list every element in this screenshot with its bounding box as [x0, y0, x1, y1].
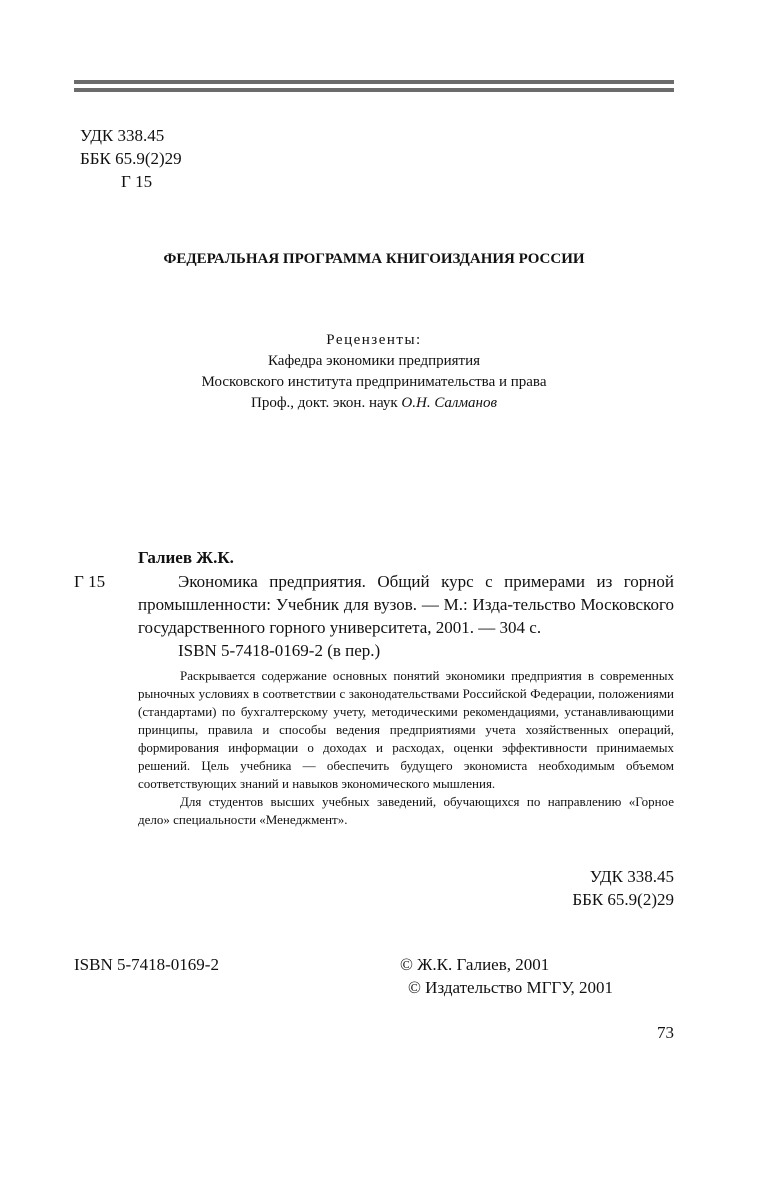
reviewer-title: Проф., докт. экон. наук	[251, 395, 402, 411]
abstract-paragraph-2: Для студентов высших учебных заведений, обучающихся по направлению «Горное дело» специальности «Менеджмент».	[138, 794, 674, 827]
header-author-mark: Г 15	[121, 172, 153, 191]
header-bbk: ББК 65.9(2)29	[80, 149, 182, 168]
entry-description-text: Экономика предприятия. Общий курс с примерами из горной промышленности: Учебник для вузов. — М.: Изда-тельство Московского государственного горного университета, 2001. — 304 с.	[138, 572, 674, 637]
copyright-author: © Ж.К. Галиев, 2001	[400, 955, 550, 974]
copyright-publisher: © Издательство МГГУ, 2001	[408, 978, 613, 997]
abstract-paragraph-1: Раскрывается содержание основных понятий экономики предприятия в современных рыночных условиях в соответствии с законодательствами Российской Федерации, положениями (стандартами) по бухгалтерскому учету, методическими рекомендациями, устанавливающими принципы, правила и способы ведения предприятиями учета хозяйственных операций, формирования информации о доходах и расходах, оценки эффективности принимаемых решений. Цель учебника — обеспечить будущего экономиста необходимым объемом соответствующих знаний и навыков экономического мышления.	[138, 668, 674, 791]
isbn-bottom: ISBN 5-7418-0169-2	[74, 955, 219, 974]
abstract-block	[138, 667, 674, 829]
entry-isbn: ISBN 5-7418-0169-2 (в пер.)	[178, 641, 381, 660]
entry-author: Галиев Ж.К.	[138, 548, 234, 567]
footer-udk: УДК 338.45	[589, 867, 674, 886]
header-udk: УДК 338.45	[80, 126, 165, 145]
reviewers-line-2: Московского института предпринимательства и права	[201, 374, 547, 390]
top-rule-upper	[74, 80, 674, 84]
reviewers-block	[74, 330, 674, 414]
program-title: ФЕДЕРАЛЬНАЯ ПРОГРАММА КНИГОИЗДАНИЯ РОССИИ	[163, 251, 585, 267]
entry-mark: Г 15	[74, 572, 106, 591]
top-rule-lower	[74, 88, 674, 92]
reviewers-line-1: Кафедра экономики предприятия	[267, 353, 481, 369]
entry-description	[138, 570, 674, 662]
footer-bbk: ББК 65.9(2)29	[572, 890, 674, 909]
page-number: 73	[657, 1023, 674, 1042]
reviewers-line-3	[74, 393, 674, 414]
reviewer-name: О.Н. Салманов	[401, 395, 497, 411]
reviewers-heading: Рецензенты:	[326, 332, 422, 348]
